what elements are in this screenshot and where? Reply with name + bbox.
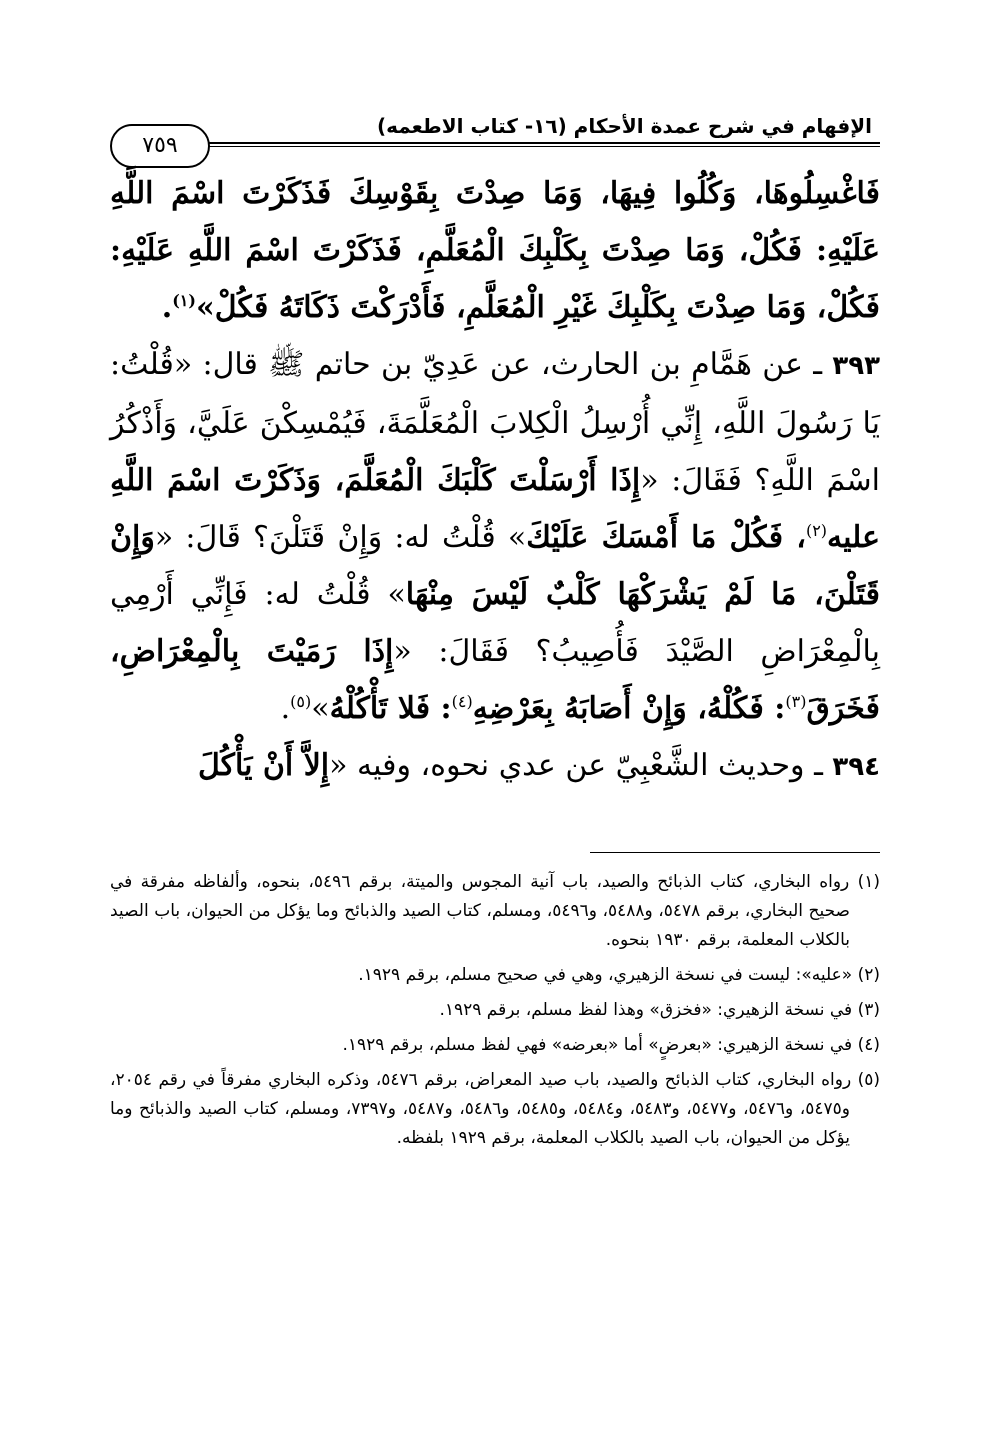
hadith-quote: إِذَا رَمَيْتَ بِالْمِعْرَاضِ، فَخَرَقَ: [110, 634, 880, 726]
hadith-393: ٣٩٣ ـ عن هَمَّامِ بن الحارث، عن عَدِيّ بن حاتم ﷺ قال: «قُلْتُ: يَا رَسُولَ اللَّهِ، إِنِّي أُرْسِلُ الْكِلابَ الْمُعَلَّمَةَ، فَيُمْسِكْنَ عَلَيَّ، وَأَذْكُرُ اسْمَ اللَّهِ؟ فَقَالَ: «إِذَا أَرْسَلْتَ كَلْبَكَ الْمُعَلَّمَ، وَذَكَرْتَ اسْمَ اللَّهِ عليه$^{(٢)}$، فَكُلْ مَا أَمْسَكَ عَلَيْكَ» قُلْتُ له: وَإِنْ قَتَلْنَ؟ قَالَ: «وَإِنْ قَتَلْنَ، مَا لَمْ يَشْرَكْهَا كَلْبٌ لَيْسَ مِنْهَا» قُلْتُ له: فَإِنِّي أَرْمِي بِالْمِعْرَاضِ الصَّيْدَ فَأُصِيبُ؟ فَقَالَ: «إِذَا رَمَيْتَ بِالْمِعْرَاضِ، فَخَرَقَ$^{(٣)}$: فَكُلْهُ، وَإِنْ أَصَابَهُ بِعَرْضِهِ$^{(٤)}$: فَلا تَأْكُلْهُ»$^{(٥)}$.: [110, 347, 880, 726]
narration-text: » قُلْتُ له: فَإِنِّي أَرْمِي بِالْمِعْرَاضِ الصَّيْدَ فَأُصِيبُ؟ فَقَالَ: «: [110, 577, 880, 669]
hadith-394: [110, 737, 880, 796]
footnote-ref-1: (١): [172, 291, 196, 310]
footnote-2: (٢) «عليه»: ليست في نسخة الزهيري، وهي في صحيح مسلم، برقم ١٩٢٩.: [358, 965, 880, 985]
narration-text: ـ وحديث الشَّعْبِيّ عن عدي نحوه، وفيه «: [329, 748, 833, 783]
hadith-quote: : فَلا تَأْكُلْهُ: [329, 691, 452, 726]
page-number: ٧٥٩: [110, 124, 210, 168]
footnote-ref-3: (٣): [785, 692, 807, 711]
hadith-quote: ، فَكُلْ مَا أَمْسَكَ عَلَيْكَ: [526, 520, 806, 555]
footnote-ref-2: (٢): [805, 521, 828, 540]
hadith-quote: وَإِنْ قَتَلْنَ، مَا لَمْ يَشْرَكْهَا كَلْبٌ لَيْسَ مِنْهَا: [110, 520, 880, 612]
hadith-text: فَاغْسِلُوهَا، وَكُلُوا فِيهَا، وَمَا صِدْتَ بِقَوْسِكَ فَذَكَرْتَ اسْمَ اللَّهِ عَلَيْهِ: فَكُلْ، وَمَا صِدْتَ بِكَلْبِكَ الْمُعَلَّمِ، فَذَكَرْتَ اسْمَ اللَّهِ عَلَيْهِ: فَكُلْ، وَمَا صِدْتَ بِكَلْبِكَ غَيْرِ الْمُعَلَّمِ، فَأَدْرَكْتَ ذَكَاتَهُ فَكُلْ»: [110, 176, 880, 325]
footnote-1: (١) رواه البخاري، كتاب الذبائح والصيد، باب آنية المجوس والميتة، برقم ٥٤٩٦، بنحوه، وألفاظه مفرقة في صحيح البخاري، برقم ٥٤٧٨، و٥٤٨٨، و٥٤٩٦، ومسلم، كتاب الصيد والذبائح وما يؤكل من الحيوان، باب الصيد بالكلاب المعلمة، برقم ١٩٣٠ بنحوه.: [110, 872, 880, 950]
header-rule: [202, 142, 880, 144]
footnote-5: (٥) رواه البخاري، كتاب الذبائح والصيد، باب صيد المعراض، برقم ٥٤٧٦، وذكره البخاري مفرقاً في رقم ٢٠٥٤، و٥٤٧٥، و٥٤٧٦، و٥٤٧٧، و٥٤٨٣، و٥٤٨٤، و٥٤٨٥، و٥٤٨٦، و٥٤٨٧، و٧٣٩٧، ومسلم، كتاب الصيد والذبائح وما يؤكل من الحيوان، باب الصيد بالكلاب المعلمة، برقم ١٩٢٩ بلفظه.: [110, 1070, 880, 1148]
footnote-4: (٤) في نسخة الزهيري: «بعرضٍ» أما «بعرضه» فهي لفظ مسلم، برقم ١٩٢٩.: [342, 1035, 880, 1055]
hadith-quote: إِذَا أَرْسَلْتَ كَلْبَكَ الْمُعَلَّمَ، وَذَكَرْتَ اسْمَ اللَّهِ عليه: [110, 463, 880, 555]
footnotes: [110, 868, 880, 1159]
footnote-ref-4: (٤): [451, 692, 473, 711]
running-title: الإفهام في شرح عمدة الأحكام (١٦- كتاب الاطعمه): [376, 114, 872, 138]
closing-quote: »: [311, 691, 330, 726]
header-rule-thin: [202, 146, 880, 147]
footnote-separator: [590, 852, 880, 853]
page-header: [110, 106, 880, 156]
hadith-number: ٣٩٣: [832, 351, 880, 381]
hadith-quote: : فَكُلْهُ، وَإِنْ أَصَابَهُ بِعَرْضِهِ: [472, 691, 786, 726]
footnote-ref-5: (٥): [290, 692, 312, 711]
narration-text: » قُلْتُ له: وَإِنْ قَتَلْنَ؟ قَالَ: «: [154, 520, 527, 555]
paragraph-continuation: فَاغْسِلُوهَا، وَكُلُوا فِيهَا، وَمَا صِدْتَ بِقَوْسِكَ فَذَكَرْتَ اسْمَ اللَّهِ عَلَيْهِ: فَكُلْ، وَمَا صِدْتَ بِكَلْبِكَ الْمُعَلَّمِ، فَذَكَرْتَ اسْمَ اللَّهِ عَلَيْهِ: فَكُلْ، وَمَا صِدْتَ بِكَلْبِكَ غَيْرِ الْمُعَلَّمِ، فَأَدْرَكْتَ ذَكَاتَهُ فَكُلْ»$^{(١)}$.: [110, 176, 880, 325]
hadith-quote: إِلاَّ أَنْ يَأْكُلَ: [197, 748, 330, 783]
footnote-3: (٣) في نسخة الزهيري: «فخزق» وهذا لفظ مسلم، برقم ١٩٢٩.: [439, 1000, 880, 1020]
narration-text: ـ عن هَمَّامِ بن الحارث، عن عَدِيّ بن حاتم ﷺ قال: «قُلْتُ: يَا رَسُولَ اللَّهِ، إِنِّي أُرْسِلُ الْكِلابَ الْمُعَلَّمَةَ، فَيُمْسِكْنَ عَلَيَّ، وَأَذْكُرُ اسْمَ اللَّهِ؟ فَقَالَ: «: [110, 347, 880, 498]
hadith-number: ٣٩٤: [832, 752, 880, 782]
main-text: [110, 165, 880, 796]
